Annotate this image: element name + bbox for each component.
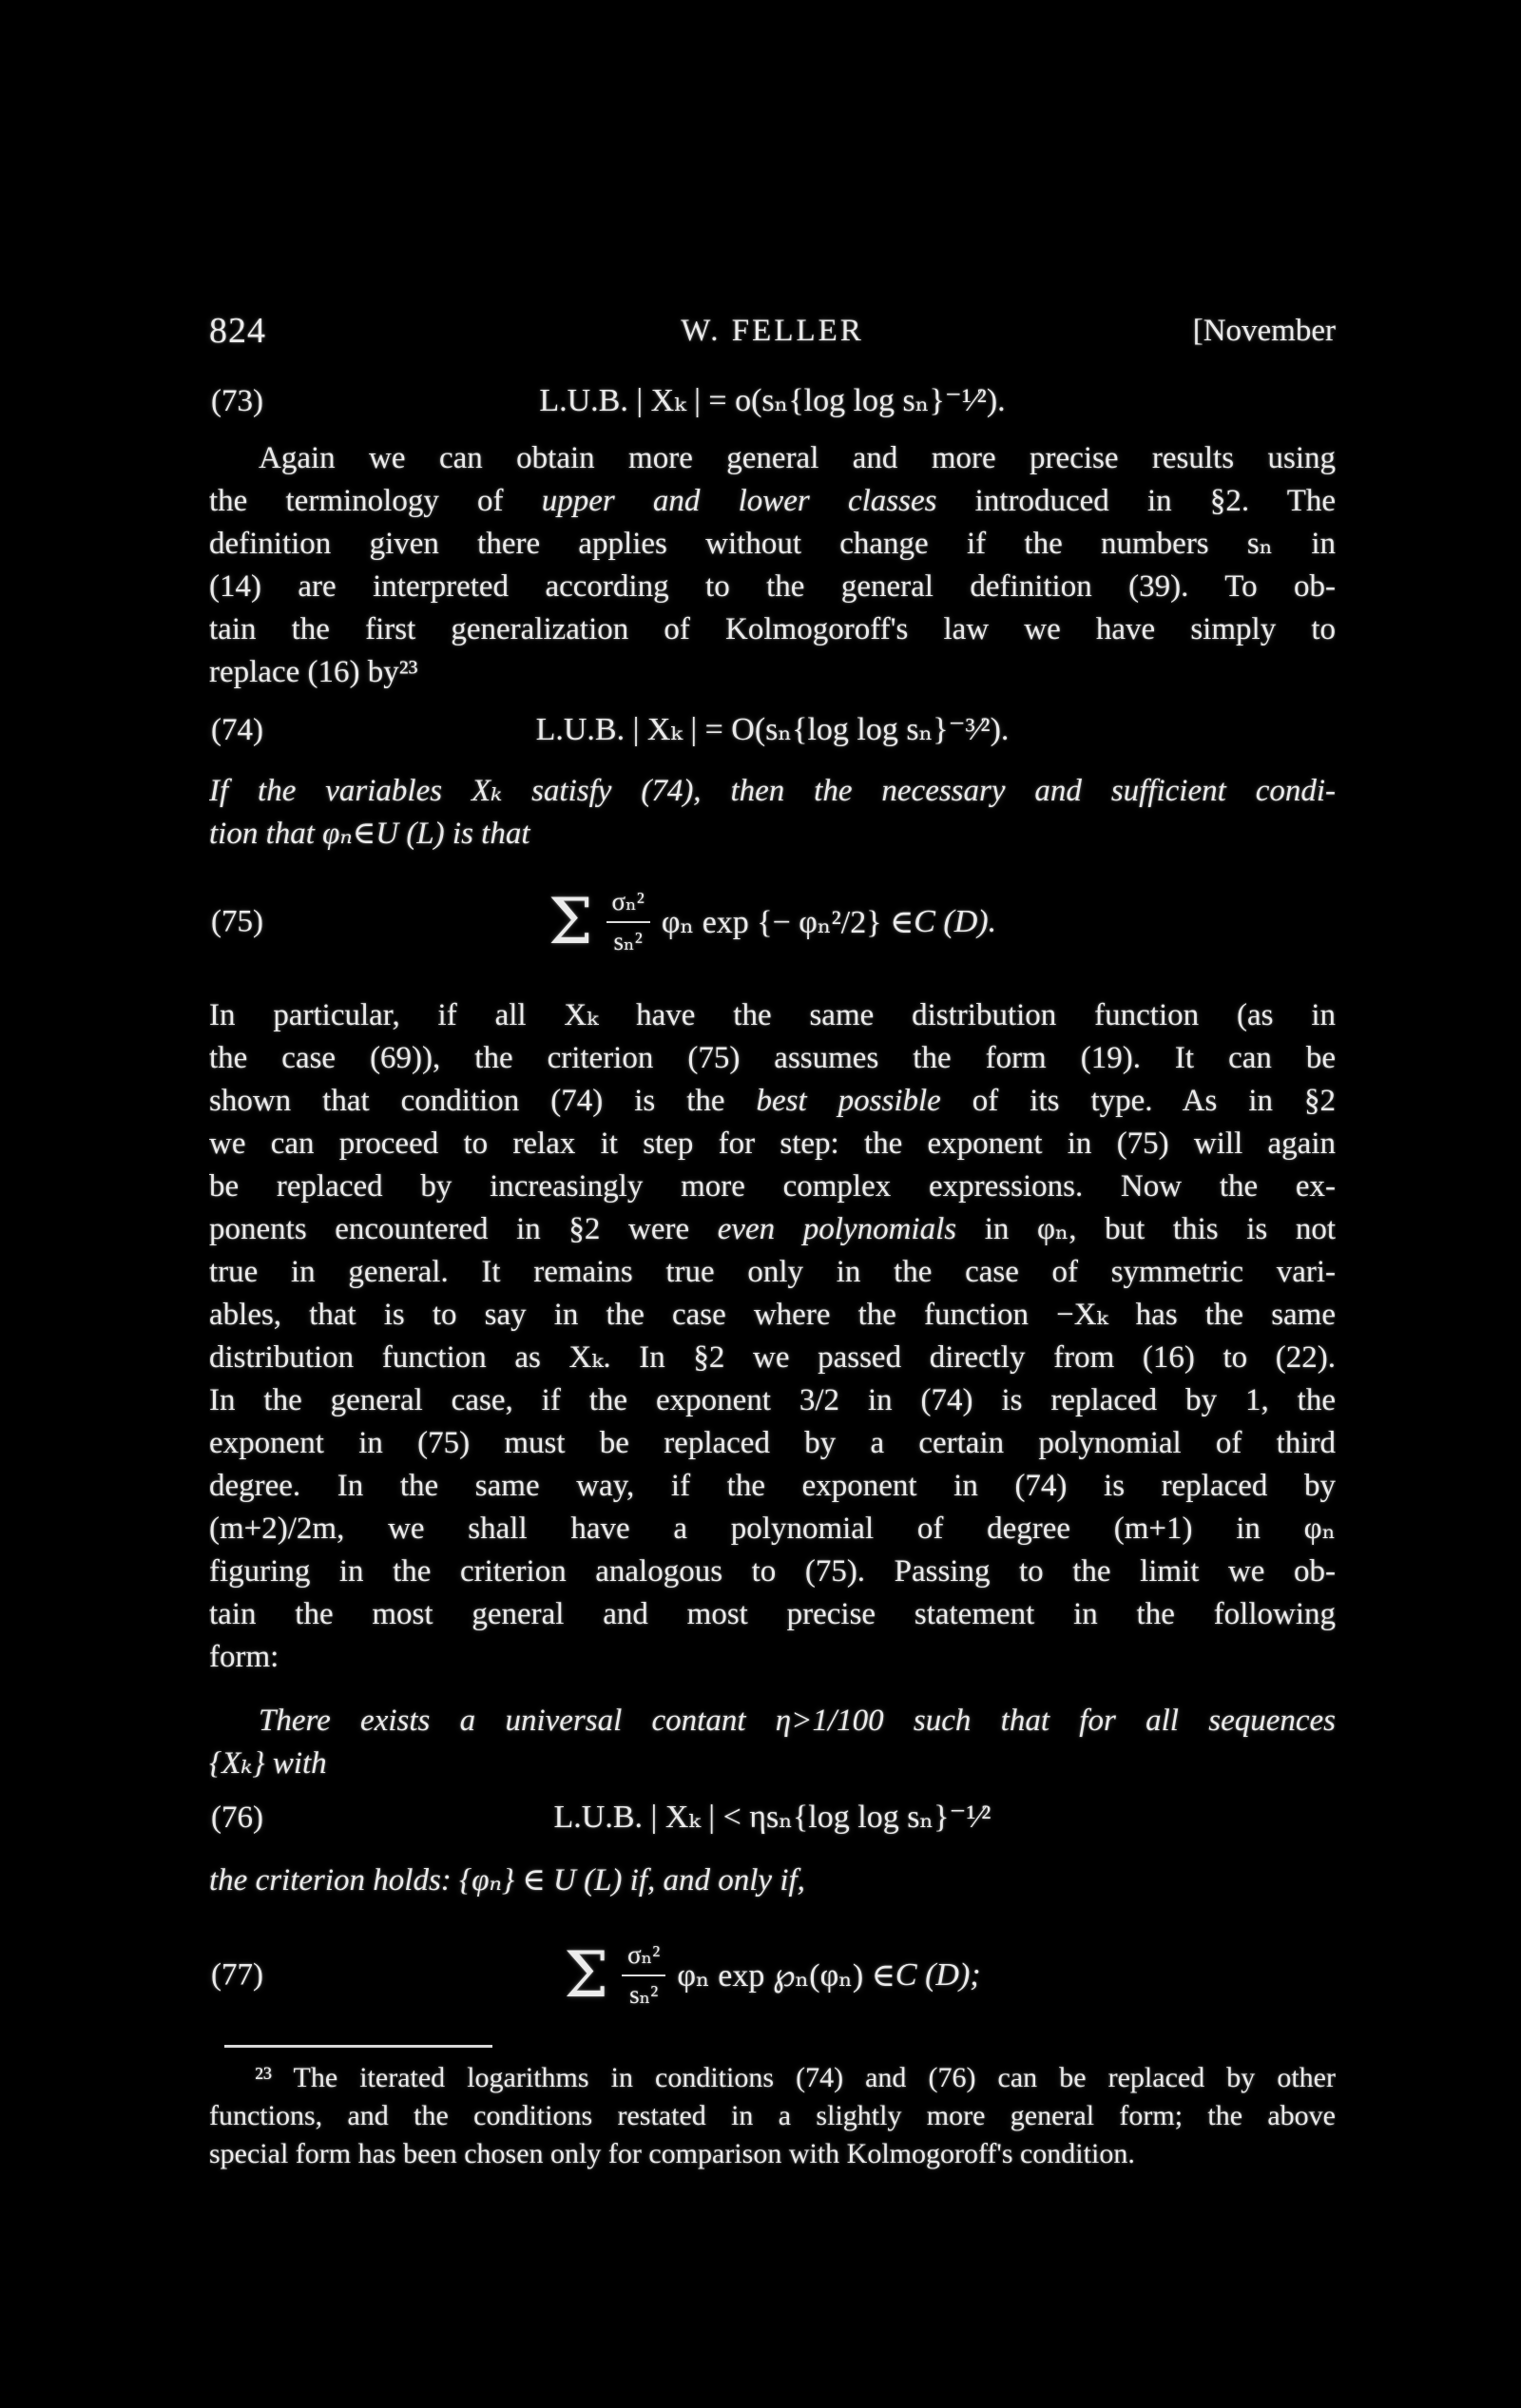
text-line [209,1080,1336,1123]
text-line: figuring in the criterion analogous to (75). Passing to the limit we ob- [209,1554,1336,1589]
summation-sign: Σ [564,1938,609,2012]
statement-3 [209,1859,1336,1902]
fraction-denominator: sₙ² [629,1980,659,2009]
text-line: the case (69)), the criterion (75) assumes the form (19). It can be [209,1041,1336,1075]
paragraph-2 [209,994,1336,1679]
text-line: the criterion holds: {φₙ} ∈ U (L) if, and only if, [209,1863,805,1898]
fraction [622,1939,665,2012]
summation-sign: Σ [548,885,593,958]
fraction [606,886,650,958]
text-line: distribution function as Xₖ. In §2 we passed directly from (16) to (22). [209,1340,1336,1375]
text-line: (14) are interpreted according to the general definition (39). To ob- [209,569,1336,604]
text-line: definition given there applies without change if the numbers sₙ in [209,527,1336,561]
footnote-line: ²³ The iterated logarithms in conditions (74) and (76) can be replaced by other [255,2062,1336,2093]
text-line [209,1208,1336,1251]
italic-phrase: even polynomials [717,1212,957,1246]
equation-76-label: (76) [211,1801,263,1835]
text-line: ables, that is to say in the case where the function −Xₖ has the same [209,1298,1336,1332]
equation-76 [209,1793,1336,1842]
text-line: we can proceed to relax it step for step: the exponent in (75) will again [209,1127,1336,1161]
text-line: There exists a universal contant η>1/100 such that for all sequences [259,1704,1336,1738]
statement-1 [209,770,1336,856]
running-title: W. FELLER [681,314,864,348]
text-line: form: [209,1640,279,1674]
footnote-line: functions, and the conditions restated in a slightly more general form; the above [209,2100,1336,2131]
text-line: tain the most general and most precise statement in the following [209,1597,1336,1631]
equation-73 [209,376,1336,426]
text-line: be replaced by increasingly more complex expressions. Now the ex- [209,1169,1336,1204]
text-segment: of its type. As in §2 [940,1084,1336,1118]
text-segment: shown that condition (74) is the [209,1084,757,1118]
footnote-line: special form has been chosen only for comparison with Kolmogoroff's condition. [209,2138,1135,2169]
text-line: tion that φₙ∈U (L) is that [209,817,530,851]
equation-75-math [549,886,996,958]
fraction-denominator: sₙ² [613,927,643,955]
italic-phrase: upper and lower classes [541,484,937,518]
footnote [209,2059,1336,2173]
equation-74-label: (74) [211,713,263,747]
text-line: degree. In the same way, if the exponent in (74) is replaced by [209,1469,1336,1503]
italic-phrase: best possible [756,1084,941,1118]
fraction-numerator: σₙ² [606,886,650,923]
page-number: 824 [209,311,266,351]
text-line: true in general. It remains true only in the case of symmetric vari- [209,1255,1336,1289]
equation-75 [209,846,1336,998]
script-class-symbols: C (D); [895,1957,981,1993]
footnote-rule [224,2045,492,2048]
page-header [209,310,1336,357]
statement-2 [209,1700,1336,1785]
text-segment: ponents encountered in §2 were [209,1212,718,1246]
equation-77-label: (77) [211,1957,263,1993]
text-segment: in φₙ, but this is not [956,1212,1336,1246]
equation-76-body: L.U.B. | Xₖ | < ηsₙ{log log sₙ}⁻¹⁄² [553,1800,992,1835]
issue-label: [November [1192,314,1336,348]
text-line: tain the first generalization of Kolmogoroff's law we have simply to [209,612,1336,646]
equation-75-label: (75) [211,904,263,939]
equation-75-body: φₙ exp {− φₙ²/2} ∈ [661,905,915,940]
equation-77-math [564,1939,980,2012]
equation-74 [209,705,1336,755]
text-line: In the general case, if the exponent 3/2 in (74) is replaced by 1, the [209,1383,1336,1417]
equation-74-body: L.U.B. | Xₖ | = O(sₙ{log log sₙ}⁻³⁄²). [535,712,1010,747]
script-class-symbols: C (D). [914,904,997,939]
text-line: Again we can obtain more general and more precise results using [259,441,1336,475]
text-line: If the variables Xₖ satisfy (74), then the necessary and sufficient condi- [209,774,1336,808]
paragraph-1 [209,437,1336,694]
text-line: (m+2)/2m, we shall have a polynomial of degree (m+1) in φₙ [209,1512,1336,1546]
text-segment: introduced in §2. The [936,484,1336,518]
text-line: In particular, if all Xₖ have the same distribution function (as in [209,998,1336,1032]
equation-77-body: φₙ exp ℘ₙ(φₙ) ∈ [677,1958,895,1994]
text-segment: the terminology of [209,484,542,518]
equation-73-body: L.U.B. | Xₖ | = o(sₙ{log log sₙ}⁻¹⁄²). [539,383,1006,418]
text-line: replace (16) by²³ [209,655,418,689]
text-line: {Xₖ} with [209,1746,327,1781]
equation-73-label: (73) [211,384,263,418]
equation-77 [209,1899,1336,2052]
text-line [209,480,1336,523]
fraction-numerator: σₙ² [622,1939,665,1976]
text-line: exponent in (75) must be replaced by a certain polynomial of third [209,1426,1336,1460]
